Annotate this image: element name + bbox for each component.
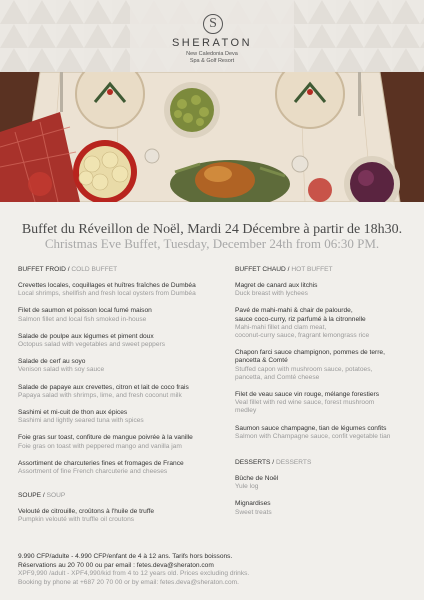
menu-item: Chapon farci sauce champignon, pommes de terre, pancetta & Comté Stuffed capon with mushroom sauce, potatoes, pancetta, and Comté cheese	[235, 349, 385, 381]
section-header-hot-buffet: BUFFET CHAUD / HOT BUFFET	[235, 266, 333, 273]
resort-name-line1: New Caledonia Deva	[186, 51, 238, 57]
booking-fr: Réservations au 20 70 00 ou par email : fetes.deva@sheraton.com	[18, 561, 214, 569]
menu-item: Sashimi et mi-cuit de thon aux épices Sashimi and lightly seared tuna with spices	[18, 409, 144, 425]
menu-item: Filet de saumon et poisson local fumé maison Salmon fillet and local fish smoked in-house	[18, 307, 152, 323]
section-header-cold-buffet: BUFFET FROID / COLD BUFFET	[18, 266, 118, 273]
menu-item: Crevettes locales, coquillages et huîtres fraîches de Dumbéa Local shrimps, shellfish and fresh local oysters from Dumbéa	[18, 282, 196, 298]
section-header-soup: SOUPE / SOUP	[18, 492, 66, 500]
menu-item: Salade de papaye aux crevettes, citron et lait de coco frais Papaya salad with shrimps, lime, and fresh coconut milk	[18, 383, 189, 399]
section-header-desserts: DESSERTS / DESSERTS	[235, 459, 312, 467]
menu-item: Filet de veau sauce vin rouge, mélange forestiers Veal fillet with red wine sauce, forest mushroom medley	[235, 391, 380, 415]
price-fr: 9.990 CFP/adulte - 4.990 CFP/enfant de 4 à 12 ans. Tarifs hors boissons.	[18, 553, 233, 560]
price-en: XPF9,990 /adult - XPF4,990/kid from 4 to 12 years old. Prices excluding drinks.	[18, 570, 250, 578]
christmas-table-photo	[0, 72, 424, 202]
menu-item: Foie gras sur toast, confiture de mangue poivrée à la vanille Foie gras on toast with peppered mango and vanilla jam	[18, 434, 193, 450]
pricing-footer	[18, 553, 418, 587]
event-title-en: Christmas Eve Buffet, Tuesday, December 24th from 06:30 PM.	[44, 236, 380, 251]
menu-item: Salade de cerf au soyo Venison salad with soy sauce	[18, 358, 105, 374]
menu-item: Bûche de Noël Yule log	[235, 475, 279, 491]
menu-left-column	[18, 266, 223, 534]
menu-right-column	[235, 266, 415, 526]
booking-en: Booking by phone at +687 20 70 00 or by email: fetes.deva@sheraton.com.	[18, 578, 239, 586]
resort-name-line2: Spa & Golf Resort	[189, 58, 235, 64]
event-title-fr: Buffet du Réveillon de Noël, Mardi 24 Décembre à partir de 18h30.	[21, 222, 403, 237]
sheraton-logo-icon: S	[203, 14, 223, 34]
menu-item: Mignardises Sweet treats	[235, 500, 272, 516]
menu-item: Velouté de citrouille, croûtons à l'huile de truffe Pumpkin velouté with truffle oil croutons	[18, 508, 155, 524]
menu-item: Salade de poulpe aux légumes et piment doux Octopus salad with vegetables and sweet peppers	[18, 332, 165, 349]
menu-item: Pavé de mahi-mahi & chair de palourde, sauce coco-curry, riz parfumé à la citronnelle Mahi-mahi fillet and clam meat, coconut-curry sauce, fragrant lemongrass rice	[235, 307, 370, 340]
hotel-header	[0, 0, 424, 72]
menu-item: Saumon sauce champagne, tian de légumes confits Salmon with Champagne sauce, confit vegetable tian	[235, 424, 391, 440]
menu-item: Magret de canard aux litchis Duck breast with lychees	[235, 282, 318, 298]
menu-item: Assortiment de charcuteries fines et fromages de France Assortment of fine French charcuterie and cheeses	[18, 459, 184, 476]
brand-name: SHERATON	[171, 37, 253, 49]
